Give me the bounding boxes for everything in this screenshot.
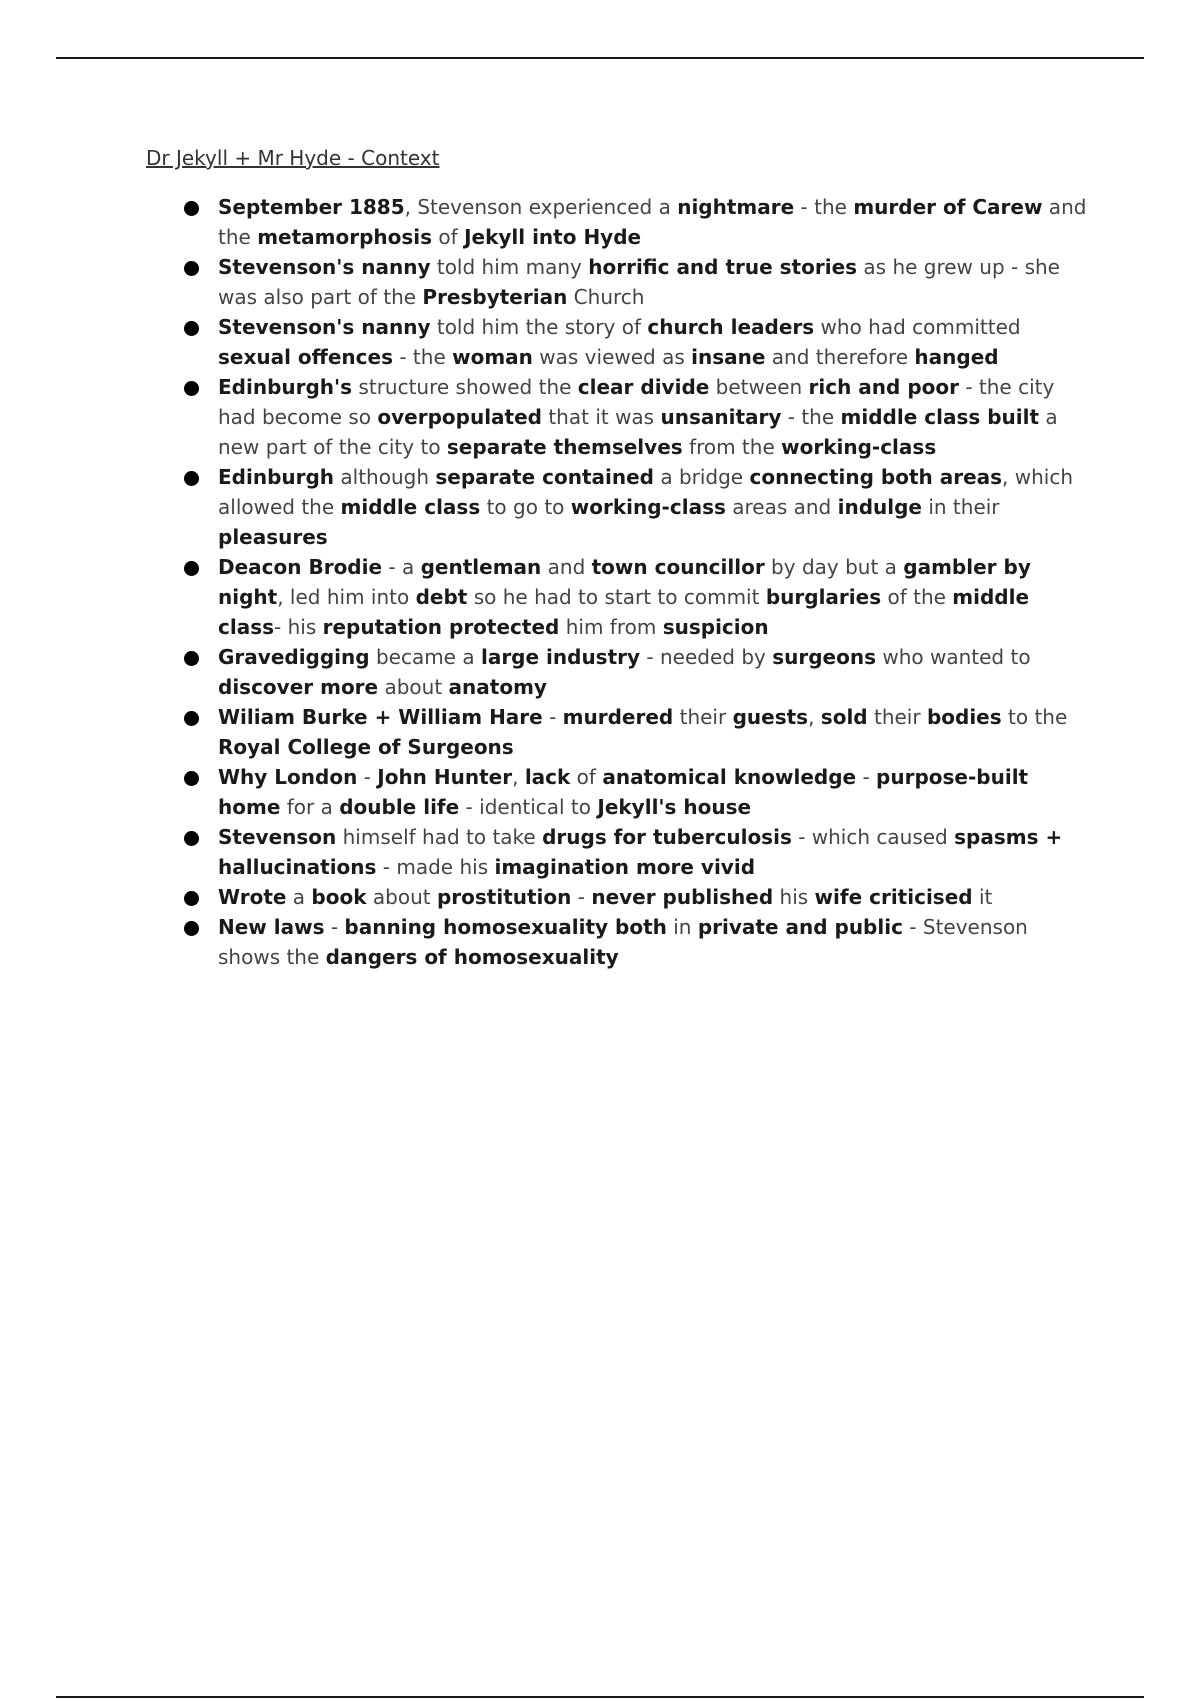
- body-text: - his: [274, 615, 323, 639]
- body-text: -: [542, 705, 563, 729]
- bold-key-term: lack: [524, 765, 571, 789]
- bold-key-term: separate themselves: [446, 435, 683, 459]
- bold-key-term: Stevenson's nanny: [218, 255, 431, 279]
- bold-key-term: Edinburgh: [218, 465, 335, 489]
- bullet-dot-icon: [184, 711, 199, 726]
- bold-key-term: working-class: [570, 495, 726, 519]
- bold-key-term: unsanitary: [660, 405, 782, 429]
- bold-key-term: anatomical knowledge: [602, 765, 857, 789]
- context-bullet-item: [146, 822, 1096, 882]
- body-text: although: [334, 465, 436, 489]
- bold-key-term: Deacon Brodie: [218, 555, 383, 579]
- context-bullet-item: [146, 702, 1096, 762]
- bold-key-term: town councillor: [591, 555, 765, 579]
- bold-key-term: metamorphosis: [257, 225, 433, 249]
- bold-key-term: middle class: [218, 585, 1030, 639]
- bold-key-term: debt: [415, 585, 468, 609]
- context-bullet-item: [146, 762, 1096, 822]
- bold-key-term: indulge: [837, 495, 922, 519]
- body-text: by day but a: [764, 555, 904, 579]
- bottom-rule: [56, 1696, 1144, 1698]
- body-text: to the: [1001, 705, 1068, 729]
- bold-key-term: banning homosexuality both: [344, 915, 667, 939]
- body-text: about: [366, 885, 437, 909]
- bold-key-term: private and public: [697, 915, 903, 939]
- context-bullet-item: [146, 312, 1096, 372]
- bold-key-term: separate contained: [435, 465, 654, 489]
- bold-key-term: Stevenson: [218, 825, 337, 849]
- body-text: -: [571, 885, 592, 909]
- body-text: - needed by: [640, 645, 773, 669]
- body-text: ,: [512, 765, 525, 789]
- body-text: of the: [881, 585, 953, 609]
- bold-key-term: guests: [732, 705, 809, 729]
- bold-key-term: Gravedigging: [218, 645, 370, 669]
- bullet-dot-icon: [184, 321, 199, 336]
- bold-key-term: sexual offences: [218, 345, 393, 369]
- body-text: told him many: [430, 255, 589, 279]
- bold-key-term: working-class: [781, 435, 937, 459]
- body-text: him from: [559, 615, 663, 639]
- body-text: structure showed the: [352, 375, 578, 399]
- bold-key-term: John Hunter: [377, 765, 513, 789]
- bullet-dot-icon: [184, 891, 199, 906]
- body-text: a bridge: [653, 465, 750, 489]
- body-text: Church: [567, 285, 645, 309]
- body-text: -: [856, 765, 877, 789]
- bold-key-term: pleasures: [218, 525, 328, 549]
- bold-key-term: insane: [691, 345, 766, 369]
- body-text: for a: [280, 795, 340, 819]
- bold-key-term: Wrote: [218, 885, 287, 909]
- bold-key-term: church leaders: [647, 315, 815, 339]
- bullet-dot-icon: [184, 921, 199, 936]
- bold-key-term: purpose-built home: [218, 765, 1029, 819]
- bold-key-term: horrific and true stories: [588, 255, 858, 279]
- bold-key-term: Royal College of Surgeons: [218, 735, 514, 759]
- bold-key-term: dangers of homosexuality: [325, 945, 619, 969]
- body-text: who had committed: [814, 315, 1021, 339]
- body-text: , led him into: [277, 585, 416, 609]
- bold-key-term: Edinburgh's: [218, 375, 353, 399]
- body-text: his: [773, 885, 815, 909]
- bold-key-term: murdered: [562, 705, 674, 729]
- bold-key-term: Jekyll into Hyde: [464, 225, 642, 249]
- context-bullet-item: [146, 882, 1096, 912]
- bold-key-term: middle class: [340, 495, 481, 519]
- bold-key-term: rich and poor: [808, 375, 959, 399]
- body-text: who wanted to: [876, 645, 1031, 669]
- bold-key-term: gentleman: [420, 555, 542, 579]
- bold-key-term: connecting both areas: [749, 465, 1003, 489]
- body-text: to go to: [480, 495, 571, 519]
- body-text: in their: [921, 495, 1000, 519]
- body-text: it: [972, 885, 993, 909]
- context-bullet-item: [146, 462, 1096, 552]
- bold-key-term: hanged: [914, 345, 999, 369]
- body-text: - identical to: [459, 795, 598, 819]
- body-text: a new part of the city to: [218, 405, 1058, 459]
- body-text: their: [673, 705, 733, 729]
- body-text: - made his: [376, 855, 495, 879]
- context-bullet-item: [146, 912, 1096, 972]
- bold-key-term: wife criticised: [814, 885, 973, 909]
- bold-key-term: Stevenson's nanny: [218, 315, 431, 339]
- bold-key-term: overpopulated: [377, 405, 542, 429]
- bold-key-term: book: [311, 885, 367, 909]
- bullet-dot-icon: [184, 561, 199, 576]
- body-text: - the: [794, 195, 854, 219]
- body-text: about: [378, 675, 449, 699]
- bullet-dot-icon: [184, 261, 199, 276]
- bullet-dot-icon: [184, 201, 199, 216]
- bold-key-term: gambler by night: [218, 555, 1031, 609]
- top-rule: [56, 57, 1144, 59]
- bullet-dot-icon: [184, 831, 199, 846]
- body-text: - the: [393, 345, 453, 369]
- context-bullet-item: [146, 192, 1096, 252]
- body-text: was viewed as: [532, 345, 692, 369]
- document-body: [146, 146, 1096, 972]
- body-text: told him the story of: [430, 315, 648, 339]
- body-text: of: [432, 225, 465, 249]
- bold-key-term: imagination more vivid: [494, 855, 756, 879]
- body-text: of: [570, 765, 603, 789]
- document-title: Dr Jekyll + Mr Hyde - Context: [146, 146, 440, 170]
- body-text: as he grew up - she was also part of the: [218, 255, 1060, 309]
- bullet-dot-icon: [184, 381, 199, 396]
- bold-key-term: anatomy: [448, 675, 547, 699]
- bold-key-term: Wiliam Burke + William Hare: [218, 705, 543, 729]
- body-text: , Stevenson experienced a: [404, 195, 678, 219]
- bold-key-term: never published: [591, 885, 774, 909]
- bullet-dot-icon: [184, 471, 199, 486]
- bold-key-term: New laws: [218, 915, 325, 939]
- bold-key-term: Presbyterian: [422, 285, 568, 309]
- context-bullet-item: [146, 642, 1096, 702]
- bold-key-term: bodies: [926, 705, 1002, 729]
- body-text: himself had to take: [336, 825, 543, 849]
- bold-key-term: burglaries: [765, 585, 882, 609]
- context-bullet-item: [146, 552, 1096, 642]
- body-text: became a: [369, 645, 481, 669]
- bold-key-term: September 1885: [218, 195, 405, 219]
- body-text: from the: [682, 435, 782, 459]
- body-text: and the: [218, 195, 1087, 249]
- body-text: ,: [808, 705, 821, 729]
- body-text: - Stevenson shows the: [218, 915, 1028, 969]
- body-text: - the: [781, 405, 841, 429]
- body-text: - which caused: [791, 825, 955, 849]
- body-text: so he had to start to commit: [467, 585, 766, 609]
- context-bullet-item: [146, 252, 1096, 312]
- body-text: a: [286, 885, 312, 909]
- bold-key-term: Why London: [218, 765, 358, 789]
- body-text: areas and: [725, 495, 838, 519]
- body-text: - the city had become so: [218, 375, 1055, 429]
- body-text: , which allowed the: [218, 465, 1074, 519]
- context-bullet-item: [146, 372, 1096, 462]
- body-text: -: [357, 765, 378, 789]
- bold-key-term: large industry: [480, 645, 641, 669]
- bold-key-term: discover more: [218, 675, 379, 699]
- bold-key-term: double life: [339, 795, 460, 819]
- body-text: their: [867, 705, 927, 729]
- bold-key-term: middle class built: [840, 405, 1040, 429]
- bold-key-term: clear divide: [577, 375, 710, 399]
- body-text: between: [709, 375, 809, 399]
- bold-key-term: Jekyll's house: [597, 795, 752, 819]
- bold-key-term: suspicion: [662, 615, 769, 639]
- bold-key-term: reputation protected: [322, 615, 560, 639]
- body-text: that it was: [541, 405, 661, 429]
- bold-key-term: drugs for tuberculosis: [542, 825, 792, 849]
- bold-key-term: surgeons: [772, 645, 876, 669]
- bold-key-term: prostitution: [436, 885, 572, 909]
- bold-key-term: woman: [452, 345, 533, 369]
- context-bullet-list: [146, 192, 1096, 972]
- bold-key-term: spasms + hallucinations: [218, 825, 1063, 879]
- body-text: in: [666, 915, 698, 939]
- bold-key-term: nightmare: [677, 195, 795, 219]
- bullet-dot-icon: [184, 651, 199, 666]
- bold-key-term: sold: [820, 705, 868, 729]
- bullet-dot-icon: [184, 771, 199, 786]
- bold-key-term: murder of Carew: [853, 195, 1043, 219]
- body-text: -: [324, 915, 345, 939]
- body-text: and: [541, 555, 592, 579]
- body-text: - a: [382, 555, 421, 579]
- body-text: and therefore: [765, 345, 915, 369]
